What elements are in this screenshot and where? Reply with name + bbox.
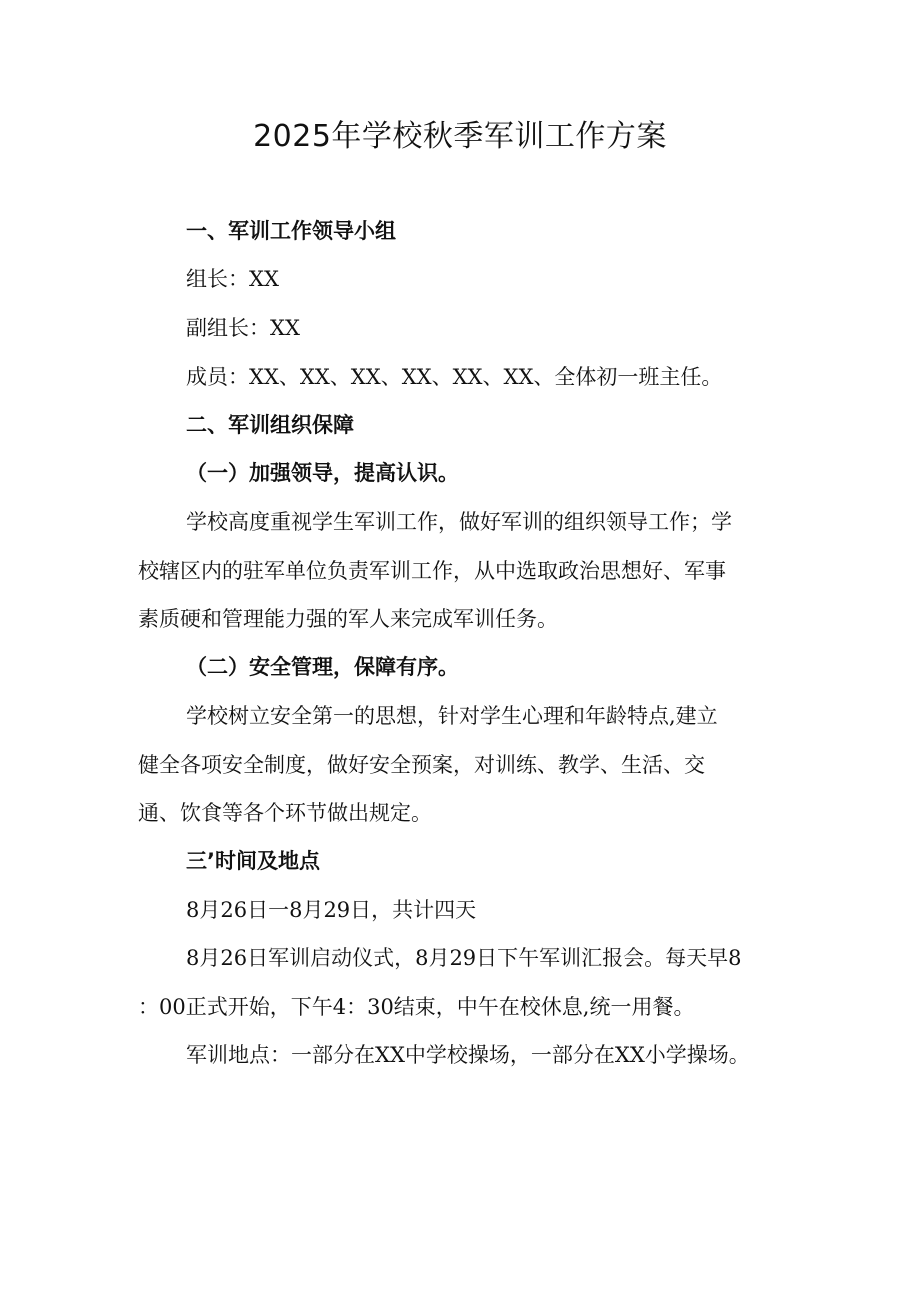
paragraph-line: 学校树立安全第一的思想，针对学生心理和年龄特点,建立 bbox=[186, 704, 718, 728]
members-line: 成员：XX、XX、XX、XX、XX、XX、全体初一班主任。 bbox=[186, 365, 723, 389]
location-line: 军训地点：一部分在XX中学校操场，一部分在XX小学操场。 bbox=[186, 1043, 750, 1067]
paragraph-line: 学校高度重视学生军训工作，做好军训的组织领导工作；学 bbox=[186, 510, 732, 534]
schedule-line: 8月26日军训启动仪式，8月29日下午军训汇报会。每天早8 bbox=[186, 946, 742, 970]
section-heading-organization: 二、军训组织保障 bbox=[186, 413, 354, 437]
dates-line: 8月26日一8月29日，共计四天 bbox=[186, 898, 477, 922]
subsection-heading-leadership: （一）加强领导，提高认识。 bbox=[186, 461, 459, 485]
paragraph-line: 通、饮食等各个环节做出规定。 bbox=[138, 801, 432, 825]
subsection-heading-safety: （二）安全管理，保障有序。 bbox=[186, 655, 459, 679]
leader-line: 组长：XX bbox=[186, 267, 279, 291]
schedule-line: ：00正式开始，下午4：30结束，中午在校休息,统一用餐。 bbox=[138, 995, 695, 1019]
deputy-leader-line: 副组长：XX bbox=[186, 316, 300, 340]
paragraph-line: 健全各项安全制度，做好安全预案，对训练、教学、生活、交 bbox=[138, 753, 705, 777]
section-heading-leadership-group: 一、军训工作领导小组 bbox=[186, 219, 396, 243]
document-title: 2025年学校秋季军训工作方案 bbox=[253, 119, 667, 154]
paragraph-line: 校辖区内的驻军单位负责军训工作，从中选取政治思想好、军事 bbox=[138, 559, 726, 583]
section-heading-time-location: 三’时间及地点 bbox=[186, 849, 320, 873]
paragraph-line: 素质硬和管理能力强的军人来完成军训任务。 bbox=[138, 607, 558, 631]
